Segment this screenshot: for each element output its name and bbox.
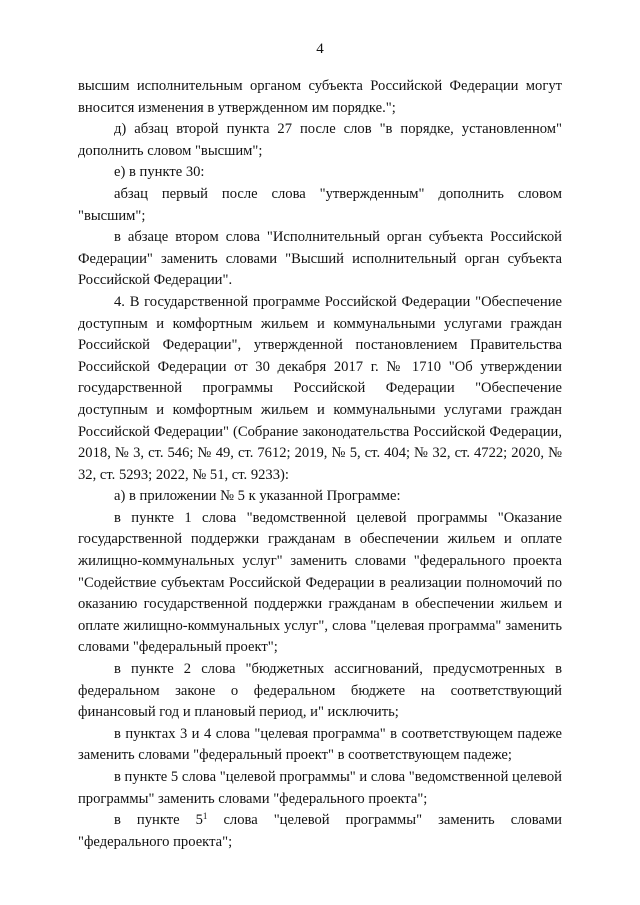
document-body xyxy=(78,76,562,853)
paragraph-last xyxy=(78,810,562,853)
paragraph: в пункте 1 слова "ведомственной целевой программы "Оказание государственной поддержки гражданам в обеспечении жильем и оплате жилищно-коммунальных услуг" заменить словами "федерального проекта "Содействие субъектам Российской Федерации в реализации полномочий по оказанию государственной поддержки гражданам в обеспечении жильем и оплате жилищно-коммунальных услуг", слова "целевая программа" заменить словами "федеральный проект"; xyxy=(78,509,562,656)
paragraph: в пункте 2 слова "бюджетных ассигнований, предусмотренных в федеральном законе о федеральном бюджете на соответствующий финансовый год и плановый период, и" исключить; xyxy=(78,661,562,721)
paragraph: 4. В государственной программе Российской Федерации "Обеспечение доступным и комфортным жильем и коммунальными услугами граждан Российской Федерации", утвержденной постановлением Правительства Российской Федерации от 30 декабря 2017 г. № 1710 "Об утверждении государственной программы Российской Федерации "Обеспечение доступным и комфортным жильем и коммунальными услугами граждан Российской Федерации" (Собрание законодательства Российской Федерации, 2018, № 3, ст. 546; № 49, ст. 7612; 2019, № 5, ст. 404; № 32, ст. 4722; 2020, № 32, ст. 5293; 2022, № 51, ст. 9233): xyxy=(78,293,562,483)
page-number: 4 xyxy=(316,41,324,57)
paragraph: а) в приложении № 5 к указанной Программе: xyxy=(114,488,401,505)
paragraph: в абзаце втором слова "Исполнительный орган субъекта Российской Федерации" заменить словами "Высший исполнительный орган субъекта Российской Федерации". xyxy=(78,229,562,289)
paragraph: абзац первый после слова "утвержденным" дополнить словом "высшим"; xyxy=(78,185,562,224)
superscript-index: 1 xyxy=(202,811,208,822)
paragraph: в пункте 5 слова "целевой программы" и слова "ведомственной целевой программы" заменить словами "федерального проекта"; xyxy=(78,769,562,807)
paragraph: е) в пункте 30: xyxy=(114,164,205,181)
paragraph: в пунктах 3 и 4 слова "целевая программа" в соответствующем падеже заменить словами "федеральный проект" в соответствующем падеже; xyxy=(78,725,562,764)
last-paragraph-end: слова "целевой программы" заменить словами "федерального проекта"; xyxy=(78,812,562,850)
last-paragraph-start: в пункте 5 xyxy=(114,812,203,829)
paragraph: д) абзац второй пункта 27 после слов "в порядке, установленном" дополнить словом "высшим"; xyxy=(78,121,562,159)
paragraph: высшим исполнительным органом субъекта Российской Федерации могут вносится изменения в утвержденном им порядке."; xyxy=(78,78,562,116)
